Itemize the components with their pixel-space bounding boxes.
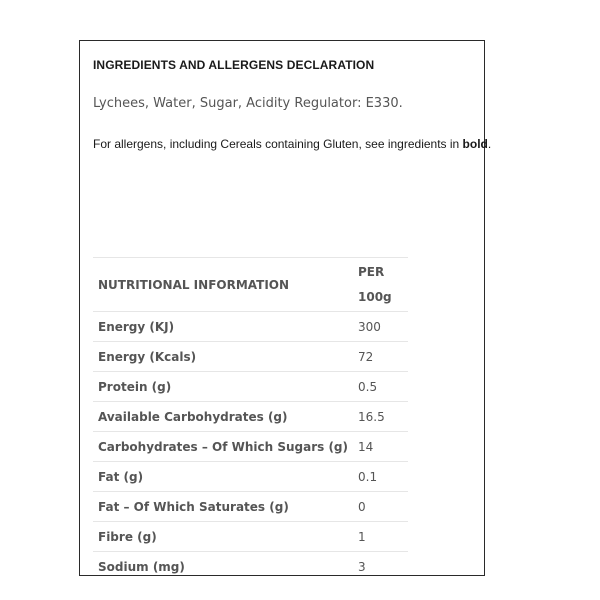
row-label: Fibre (g) bbox=[93, 522, 353, 552]
row-value: 0 bbox=[353, 492, 408, 522]
table-row bbox=[93, 522, 408, 552]
nutrition-header-label: NUTRITIONAL INFORMATION bbox=[93, 258, 353, 312]
row-label: Energy (Kcals) bbox=[93, 342, 353, 372]
table-row bbox=[93, 552, 408, 582]
table-row bbox=[93, 372, 408, 402]
row-label: Protein (g) bbox=[93, 372, 353, 402]
nutrition-table bbox=[93, 257, 408, 581]
row-label: Fat – Of Which Saturates (g) bbox=[93, 492, 353, 522]
row-label: Carbohydrates – Of Which Sugars (g) bbox=[93, 432, 353, 462]
table-row bbox=[93, 342, 408, 372]
table-row bbox=[93, 462, 408, 492]
allergen-note-bold: bold bbox=[462, 137, 488, 151]
row-label: Fat (g) bbox=[93, 462, 353, 492]
table-row bbox=[93, 402, 408, 432]
row-value: 3 bbox=[353, 552, 408, 582]
table-row bbox=[93, 432, 408, 462]
allergen-note-suffix: . bbox=[487, 137, 492, 151]
ingredients-list: Lychees, Water, Sugar, Acidity Regulator: E330. bbox=[93, 96, 403, 111]
row-label: Energy (KJ) bbox=[93, 312, 353, 342]
row-value: 1 bbox=[353, 522, 408, 552]
row-label: Available Carbohydrates (g) bbox=[93, 402, 353, 432]
nutrition-header-row bbox=[93, 258, 408, 312]
nutrition-header-value: PER 100g bbox=[353, 258, 408, 312]
allergen-note-prefix: For allergens, including Cereals containing Gluten, see ingredients in bbox=[93, 137, 463, 151]
row-value: 0.1 bbox=[353, 462, 408, 492]
row-value: 72 bbox=[353, 342, 408, 372]
row-value: 14 bbox=[353, 432, 408, 462]
allergen-note bbox=[93, 137, 491, 151]
row-value: 0.5 bbox=[353, 372, 408, 402]
table-row bbox=[93, 312, 408, 342]
declaration-heading: INGREDIENTS AND ALLERGENS DECLARATION bbox=[93, 58, 375, 72]
row-value: 16.5 bbox=[353, 402, 408, 432]
row-label: Sodium (mg) bbox=[93, 552, 353, 582]
row-value: 300 bbox=[353, 312, 408, 342]
table-row bbox=[93, 492, 408, 522]
